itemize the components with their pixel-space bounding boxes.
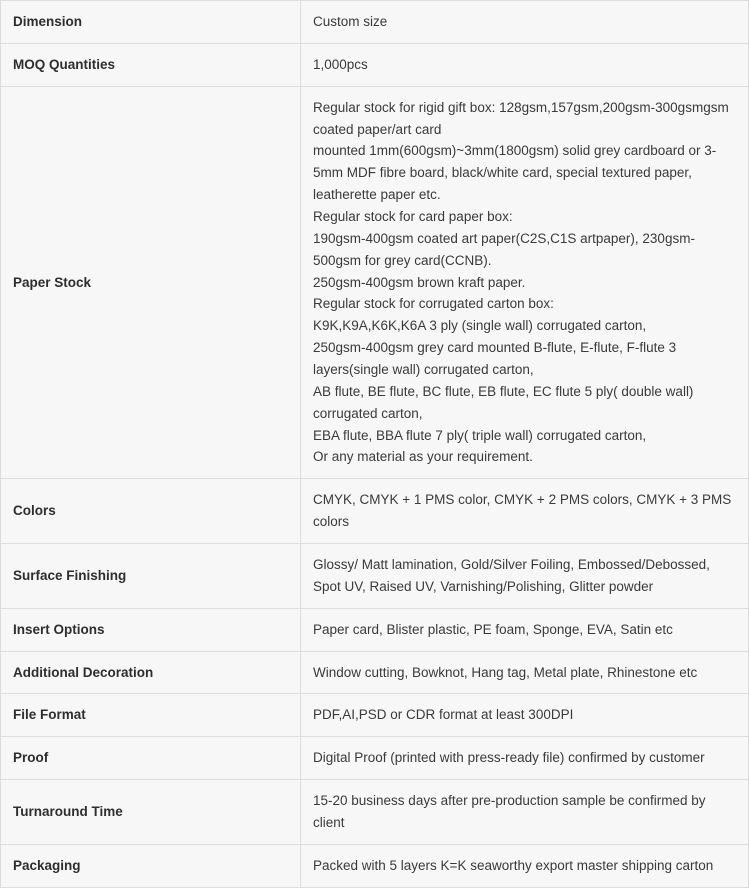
table-row	[1, 1, 749, 44]
spec-label: Surface Finishing	[1, 544, 301, 609]
spec-value-line: 250gsm-400gsm grey card mounted B-flute, E-flute, F-flute 3 layers(single wall) corrugated carton,	[313, 340, 677, 378]
table-row	[1, 608, 749, 651]
spec-label: Packaging	[1, 844, 301, 887]
spec-value-lines	[313, 704, 736, 726]
spec-value-line: Regular stock for card paper box:	[313, 209, 513, 225]
spec-value-line: EBA flute, BBA flute 7 ply( triple wall) corrugated carton,	[313, 427, 647, 443]
spec-value	[301, 479, 749, 544]
spec-value	[301, 737, 749, 780]
spec-value-line: Custom size	[313, 14, 388, 29]
spec-label: Proof	[1, 737, 301, 780]
spec-value-lines	[313, 747, 736, 769]
spec-value	[301, 544, 749, 609]
spec-label: Insert Options	[1, 608, 301, 651]
spec-value	[301, 780, 749, 845]
spec-value-lines	[313, 790, 736, 834]
spec-value-line: Digital Proof (printed with press-ready file) confirmed by customer	[313, 750, 705, 766]
spec-value-line: Regular stock for rigid gift box: 128gsm,157gsm,200gsm-300gsmgsm coated paper/art card	[313, 99, 729, 137]
spec-value-line: CMYK, CMYK + 1 PMS color, CMYK + 2 PMS colors, CMYK + 3 PMS colors	[313, 492, 732, 530]
spec-value	[301, 651, 749, 694]
table-row	[1, 844, 749, 887]
table-body	[1, 1, 749, 888]
spec-value	[301, 1, 749, 44]
table-row	[1, 86, 749, 479]
spec-value-lines	[313, 554, 736, 598]
spec-value-line: 250gsm-400gsm brown kraft paper.	[313, 274, 526, 290]
spec-value-line: Paper card, Blister plastic, PE foam, Sponge, EVA, Satin etc	[313, 621, 673, 637]
spec-label: Turnaround Time	[1, 780, 301, 845]
spec-value-line: K9K,K9A,K6K,K6A 3 ply (single wall) corrugated carton,	[313, 318, 647, 334]
table-row	[1, 544, 749, 609]
spec-value	[301, 694, 749, 737]
spec-value-line: Or any material as your requirement.	[313, 449, 533, 465]
spec-value-line: 1,000pcs	[313, 56, 368, 72]
spec-label: Additional Decoration	[1, 651, 301, 694]
spec-label: MOQ Quantities	[1, 43, 301, 86]
spec-label: Colors	[1, 479, 301, 544]
table-row	[1, 651, 749, 694]
spec-value-line: Window cutting, Bowknot, Hang tag, Metal plate, Rhinestone etc	[313, 664, 698, 680]
table-row	[1, 737, 749, 780]
spec-value-lines	[313, 11, 736, 33]
table-row	[1, 694, 749, 737]
spec-value-lines	[313, 97, 736, 469]
spec-value-line: Regular stock for corrugated carton box:	[313, 296, 554, 312]
spec-label: Paper Stock	[1, 86, 301, 479]
spec-value-lines	[313, 619, 736, 641]
spec-value	[301, 608, 749, 651]
table-row	[1, 479, 749, 544]
spec-value-line: PDF,AI,PSD or CDR format at least 300DPI	[313, 707, 574, 723]
spec-value-lines	[313, 855, 736, 877]
table-row	[1, 43, 749, 86]
spec-value	[301, 86, 749, 479]
spec-label: Dimension	[1, 1, 301, 44]
spec-value-line: 15-20 business days after pre-production sample be confirmed by client	[313, 793, 706, 831]
spec-value-line: mounted 1mm(600gsm)~3mm(1800gsm) solid grey cardboard or 3-5mm MDF fibre board, black/white card, special textured paper, leatherette paper etc.	[313, 143, 717, 203]
spec-value	[301, 43, 749, 86]
spec-value-line: 190gsm-400gsm coated art paper(C2S,C1S artpaper), 230gsm-500gsm for grey card(CCNB).	[313, 230, 695, 268]
table-row	[1, 780, 749, 845]
spec-value-lines	[313, 662, 736, 684]
spec-value-lines	[313, 489, 736, 533]
spec-value-line: AB flute, BE flute, BC flute, EB flute, EC flute 5 ply( double wall) corrugated carton,	[313, 383, 694, 421]
spec-value-lines	[313, 54, 736, 76]
spec-label: File Format	[1, 694, 301, 737]
spec-value-line: Glossy/ Matt lamination, Gold/Silver Foiling, Embossed/Debossed, Spot UV, Raised UV, Varnishing/Polishing, Glitter powder	[313, 557, 710, 594]
spec-value	[301, 844, 749, 887]
spec-value-line: Packed with 5 layers K=K seaworthy export master shipping carton	[313, 857, 714, 873]
